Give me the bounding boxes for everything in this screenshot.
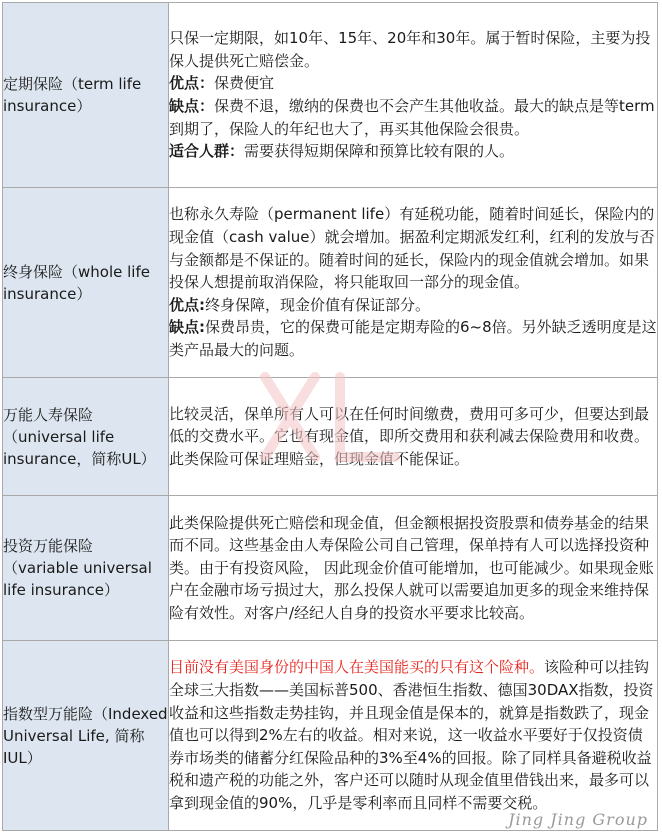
- signature-watermark: Jing Jing Group: [508, 810, 648, 829]
- description-line: 目前没有美国身份的中国人在美国能买的只有这个险种。该险种可以挂钩全球三大指数——美国标普500、香港恒生指数、德国30DAX指数，投资收益和这些指数走势挂钩，并且现金值是保本的，就算是指数跌了，现金值也可以得到2%左右的收益。相对来说，这一收益水平要好于仅投资债券市场类的储蓄分红保险品种的3%至4%的回报。除了同样具备避税收益税和遗产税的功能之外，客户还可以随时从现金值里借钱出来，最多可以拿到现金值的90%，几乎是零利率而且同样不需要交税。: [169, 658, 654, 812]
- row-label-indexed-universal-life: 指数型万能险（Indexed Universal Life, 简称IUL）: [3, 641, 169, 831]
- description-line: 只保一定期限，如10年、15年、20年和30年。属于暂时保险，主要为投保人提供死亡赔偿金。: [169, 29, 651, 70]
- row-label-whole-life: 终身保险（whole life insurance）: [3, 188, 169, 378]
- cons-line: 缺点:保费昂贵，它的保费可能是定期寿险的6~8倍。另外缺乏透明度是这类产品最大的问题。: [169, 318, 657, 359]
- row-description-term-life: [169, 3, 658, 188]
- cons-line: 缺点：保费不退，缴纳的保费也不会产生其他收益。最大的缺点是等term到期了，保险人的年纪也大了，再买其他保险会很贵。: [169, 97, 655, 138]
- row-description-indexed-universal-life: [169, 641, 658, 831]
- cons-label: 缺点：: [169, 97, 215, 115]
- row-description-variable-universal-life: [169, 496, 658, 641]
- pros-label: 优点：: [169, 74, 215, 93]
- description-line: 此类保险提供死亡赔偿和现金值，但金额根据投资股票和债券基金的结果而不同。这些基金由人寿保险公司自己管理，保单持有人可以选择投资种类。由于有投资风险， 因此现金价值可能增加，也可能减少。如果现金账户在金融市场亏损过大，那么投保人就可以需要追加更多的现金来维持保险有效性。对客户/经纪人自身的投资水平要求比较高。: [169, 513, 654, 622]
- row-description-whole-life: [169, 188, 658, 378]
- row-label-term-life: 定期保险（term life insurance）: [3, 3, 169, 188]
- row-label-universal-life: 万能人寿保险（universal life insurance，简称UL）: [3, 378, 169, 496]
- table-row: [3, 378, 658, 496]
- highlight-text: 目前没有美国身份的中国人在美国能买的只有这个险种。: [169, 658, 545, 677]
- description-line: 比较灵活，保单所有人可以在任何时间缴费，费用可多可少，但要达到最低的交费水平。它也有现金值，即所交费用和获利减去保险费用和收费。 此类保险可保证理赔金，但现金值不能保证。: [169, 404, 650, 468]
- target-audience-line: 适合人群：需要获得短期保障和预算比较有限的人。: [169, 142, 515, 161]
- table-row: [3, 641, 658, 831]
- insurance-comparison-table: [2, 2, 658, 831]
- cons-label: 缺点:: [169, 318, 205, 337]
- pros-line: 优点：保费便宜: [169, 74, 275, 93]
- table-row: [3, 496, 658, 641]
- table-row: [3, 3, 658, 188]
- target-audience-label: 适合人群：: [169, 142, 245, 161]
- row-description-universal-life: [169, 378, 658, 496]
- table-row: [3, 188, 658, 378]
- pros-label: 优点:: [169, 295, 205, 314]
- description-line: 也称永久寿险（permanent life）有延税功能，随着时间延长，保险内的现金值（cash value）就会增加。据盈利定期派发红利，红利的发放与否与金额都是不保证的。随着时间的延长，保险内的现金值就会增加。如果投保人想提前取消保险，将只能取回一部分的现金值。: [169, 205, 655, 292]
- row-label-variable-universal-life: 投资万能保险（variable universal life insurance）: [3, 496, 169, 641]
- pros-line: 优点:终身保障，现金价值有保证部分。: [169, 295, 431, 314]
